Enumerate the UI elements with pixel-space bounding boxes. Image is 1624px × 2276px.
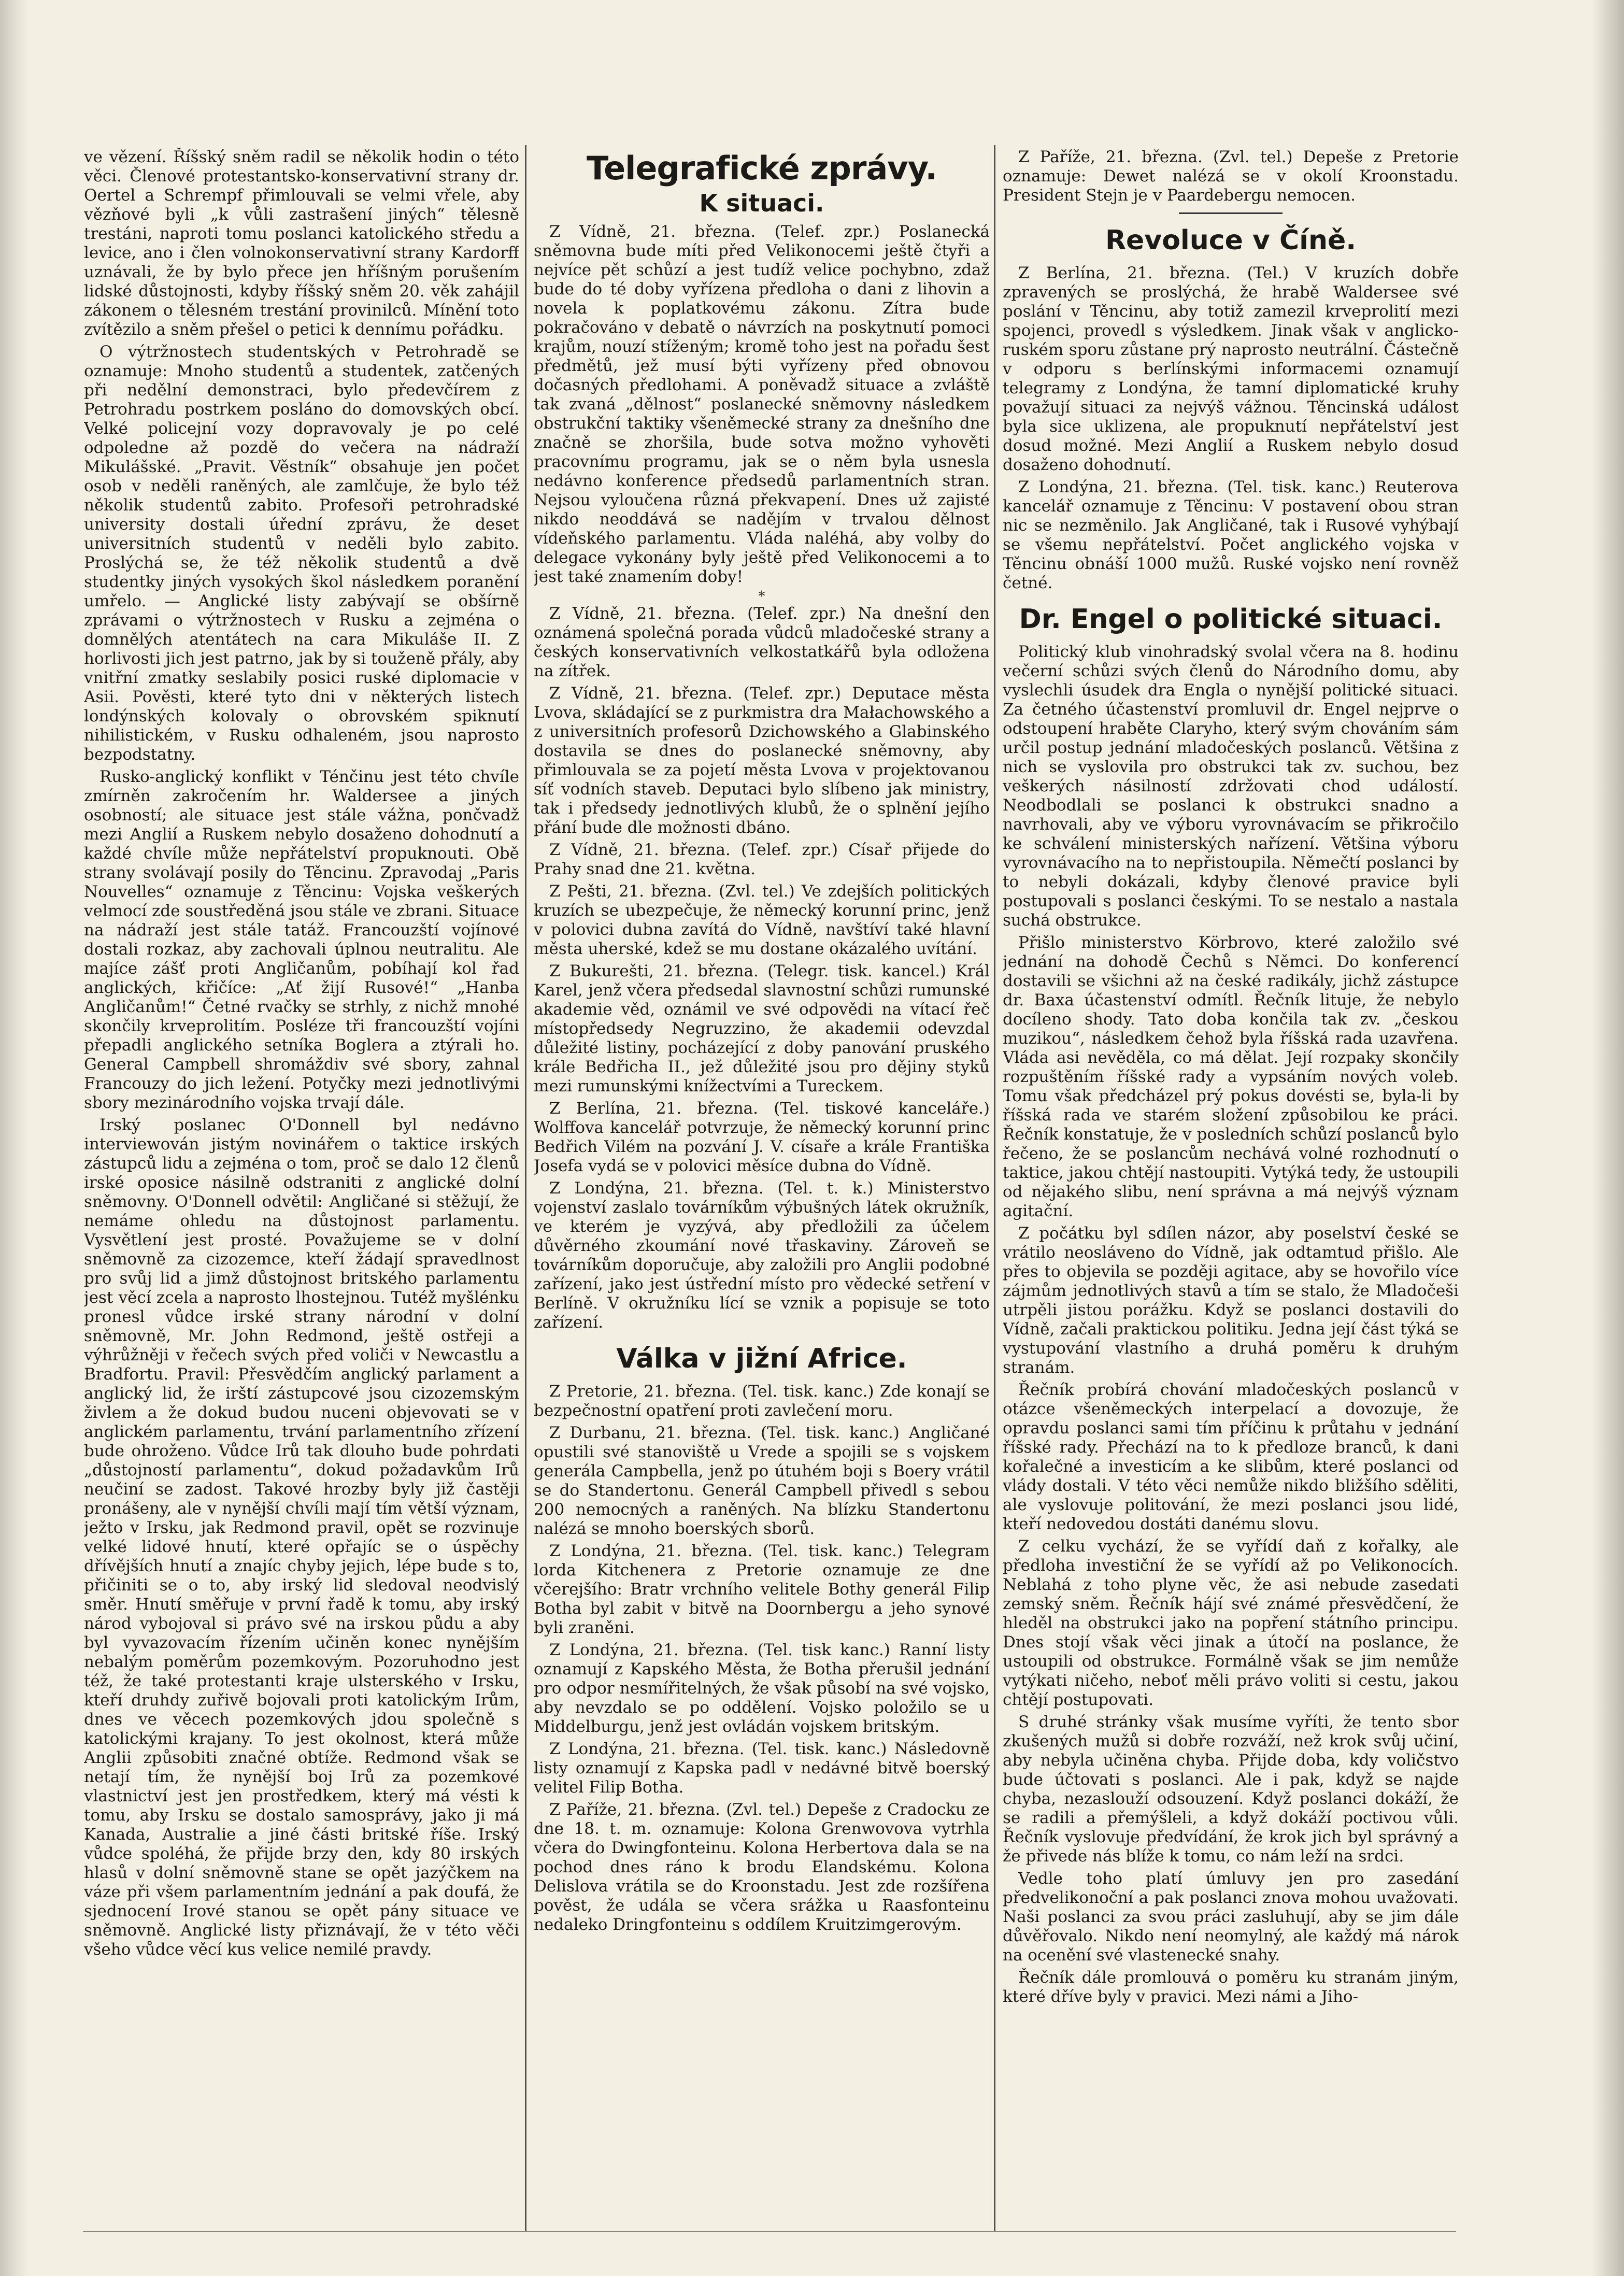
article-paragraph: Rusko-anglický konflikt v Ténčinu jest této chvíle zmírněn zakročením hr. Waldersee a jiných osobností; ale situace jest stále vážna, pončvadž mezi Anglií a Ruskem nebylo dosaženo dohodnutí a každé chvíle může nepřátelství propuknouti. Obě strany svolávají posily do Těncinu. Zpravodaj „Paris Nouvelles“ oznamuje z Těncinu: Vojska veškerých velmocí zde soustředěná jsou stále ve zbrani. Situace na nádraží jest stále tatáž. Francouzští vojínové dostali rozkaz, aby zachovali úplnou neutralitu. Ale majíce zášť proti Angličanům, pobíhají kol řad anglických, křičíce: „Ať žijí Rusové!“ „Hanba Angličanům!“ Četné rvačky se strhly, z nichž mnohé skončily krveprolitím. Posléze tři francouzští vojíni přepadli anglického setníka Boglera a ztýrali ho. General Campbell shromáždiv své sbory, zahnal Francouzy do jich ležení. Potyčky mezi jednotlivými sbory mezinárodního vojska trvají dále.: [84, 767, 519, 1112]
column-2: [534, 148, 990, 2231]
news-item: Z Vídně, 21. března. (Telef. zpr.) Poslanecká sněmovna bude míti před Velikonocemi ještě čtyři a nejvíce pět schůzí a jest tudíž velice pochybno, zdaž bude do té doby vyřízena předloha o dani z lihovin a novela k poplatkovému zákonu. Zítra bude pokračováno v debatě o návrzích na poskytnutí pomoci krajům, nouzí stíženým; kromě toho jest na pořadu šest předmětů, jež musí býti vyřízeny před obnovou dočasných předlohami. A poněvadž situace a zvláště tak zvaná „dělnost“ poslanecké sněmovny následkem obstrukční taktiky všeněmecké strany za dnešního dne značně se zhoršila, bude sotva možno vyhověti pracovnímu programu, jak se o něm byla usnesla nedávno konference předsedů parlamentních stran. Nejsou vyloučena různá překvapení. Dnes už zajisté nikdo neoddává se nadějím v trvalou dělnost vídeňského parlamentu. Vláda naléhá, aby volby do delegace vykonány byly ještě před Velikonocemi a to jest také znamením doby!: [534, 222, 990, 586]
article-paragraph: S druhé stránky však musíme vyříti, že tento sbor zkušených mužů si dobře rozváží, než krok svůj učiní, aby nebyla učiněna chyba. Přijde doba, kdy voličstvo bude účtovati s poslanci. Ale i pak, když se najde chyba, nezaslouží odsouzení. Když poslanci dokáží, že se radili a přemýšleli, a když dokáží poctivou vůli. Řečník vyslovuje předvídání, že krok jich byl správný a že přivede nás blíže k tomu, co nám leží na srdci.: [1003, 1713, 1459, 1866]
scan-border-left: [0, 0, 29, 2276]
article-paragraph: Z celku vychází, že se vyřídí daň z kořalky, ale předloha investiční že se vyřídí až po Velikonocích. Neblahá z toho plyne věc, že asi nebude zasedati zemský sněm. Řečník hájí své známé přesvědčení, že hleděl na obstrukci jako na popření státního principu. Dnes stojí však věci jinak a útočí na poslance, že ustoupili od obstrukce. Formálně však se jim nemůže vytýkati ničeho, neboť měli právo voliti si cestu, jakou chtějí postupovati.: [1003, 1537, 1459, 1709]
news-item: Z Londýna, 21. března. (Tel. t. k.) Ministerstvo vojenství zaslalo továrníkům výbušných látek okružník, ve kterém je vyzývá, aby předložili za účelem důvěrného zkoumání nové třaskaviny. Zároveň se továrníkům doporučuje, aby založili pro Anglii podobné zařízení, jako jest ústřední místo pro vědecké setření v Berlíně. V okružníku lící se vznik a popisuje se toto zařízení.: [534, 1179, 990, 1332]
separator-star: *: [758, 589, 765, 604]
column-1: [84, 148, 519, 2231]
short-rule: [1179, 212, 1283, 214]
news-item: Z Paříže, 21. března. (Zvl. tel.) Depeše z Pretorie oznamuje: Dewet nalézá se v okolí Kroonstadu. President Stejn je v Paardebergu nemocen.: [1003, 148, 1459, 205]
news-item: Z Londýna, 21. března. (Tel. tisk. kanc.) Telegram lorda Kitchenera z Pretorie oznamuje ze dne včerejšího: Bratr vrchního velitele Bothy generál Filip Botha byl zabit v bitvě na Doornbergu a jeho synové byli zraněni.: [534, 1542, 990, 1637]
article-paragraph: ve vězení. Říšský sněm radil se několik hodin o této věci. Členové protestantsko-konservativní strany dr. Oertel a Schrempf přimlouvali se velmi vřele, aby vězňové byli „k vůli zastrašení jiných“ tělesně trestáni, naproti tomu poslanci katolického středu a levice, ano i člen volnokonservativní strany Kardorff uznávali, že by bylo přece jen hříšným porušením lidské důstojnosti, kdyby říšský sněm 20. věk zahájil zákonem o tělesném trestání provinilců. Mínění toto zvítězilo a sněm přešel o petici k dennímu pořádku.: [84, 148, 519, 339]
column-divider-1: [525, 145, 526, 2231]
news-item: Z Londýna, 21. března. (Tel. tisk. kanc.) Následovně listy oznamují z Kapska padl v nedávné bitvě boerský velitel Filip Botha.: [534, 1740, 990, 1797]
news-item: Z Vídně, 21. března. (Telef. zpr.) Na dnešní den oznámená společná porada vůdců mladočeské strany a českých konservativních velkostatkářů byla odložena na zítřek.: [534, 604, 990, 680]
article-paragraph: Politický klub vinohradský svolal včera na 8. hodinu večerní schůzi svých členů do Národního domu, aby vyslechli úsudek dra Engla o nynější politické situaci. Za četného účastenství promluvil dr. Engel nejprve o odstoupení hraběte Claryho, který svým chováním sám určil postup jednání mladočeských poslanců. Většina z nich se vyslovila pro obstrukci tak zv. suchou, bez veškerých násilností zdržovati chod událostí. Neodbodlali se poslanci k obstrukci snadno a navrhovali, aby ve výboru vyrovnávacím se přikročilo ke schválení ministerských nařízení. Většina výboru vyrovnávacího na to nepřistoupila. Němečtí poslanci by to nebyli dokázali, kdyby členové pravice byli postupovali s poslanci českými. To se nestalo a nastala suchá obstrukce.: [1003, 643, 1459, 930]
article-paragraph: Přišlo ministerstvo Körbrovo, které založilo své jednání na dohodě Čechů s Němci. Do konferencí dostavili se všichni až na české radikály, jichž zástupce dr. Baxa účastenství odmítl. Řečník lituje, že nebylo docíleno shody. Tato doba končila tak zv. „českou muzikou“, následkem čehož byla říšská rada uzavřena. Vláda asi nevěděla, co má dělat. Její rozpaky skončily rozpuštěním říšské rady a vypsáním nových voleb. Tomu však předcházel prý pokus dovésti se, byla-li by říšská rada ve starém složení způsobilou ke práci. Řečník konstatuje, že v posledních schůzí poslanců bylo řečeno, že se poslancům nechává volné rozhodnutí o taktice, jakou chtějí nastoupiti. Vytýká tedy, že ustoupili od nějakého slibu, není správna a má nejvýš význam agitační.: [1003, 933, 1459, 1220]
news-item: Z Londýna, 21. března. (Tel. tisk. kanc.) Reuterova kancelář oznamuje z Těncinu: V postavení obou stran nic se nezměnilo. Jak Angličané, tak i Rusové vyhýbají se všemu nepřátelství. Počet anglického vojska v Těncinu obnáší 1000 mužů. Ruské vojsko není rovněž četné.: [1003, 478, 1459, 592]
news-item: Z Berlína, 21. března. (Tel.) V kruzích dobře zpravených se proslýchá, že hrabě Waldersee své poslání v Těncinu, aby totiž zamezil krveprolití mezi spojenci, provedl s výsledkem. Jinak však v anglicko-ruském sporu zůstane prý naprosto neutrální. Částečně v odporu s berlínskými informacemi oznamují telegramy z Londýna, že tamní diplomatické kruhy považují situaci za nejvýš vážnou. Těncinská událost byla sice uklizena, ale propuknutí nepřátelství jest dosud možné. Mezi Anglií a Ruskem nebylo dosud dosaženo dohodnutí.: [1003, 264, 1459, 474]
section-title-war-south-africa: Válka v jižní Africe.: [616, 1343, 907, 1374]
article-paragraph: Irský poslanec O'Donnell byl nedávno interviewován jistým novinářem o taktice irských zástupců lidu a zejména o tom, proč se dalo 12 členů irské oposice násilně odstraniti z anglické dolní sněmovny. O'Donnell odvětil: Angličané si stěžují, že nemáme ohledu na důstojnost parlamentu. Vysvětlení jest prosté. Považujeme se v dolní sněmovně za cizozemce, kteří žádají spravedlnost pro svůj lid a jimž důstojnost britského parlamentu jest věcí zcela a naprosto lhostejnou. Tutéž myšlénku pronesl vůdce irské strany národní v dolní sněmovně, Mr. John Redmond, ještě ostřeji a výhrůžněji v řečech svých před voliči v Newcastlu a Bradfortu. Pravil: Přesvědčím anglický parlament a anglický lid, že irští zástupcové jsou cizozemským živlem a že dokud budou nuceni objevovati se v anglickém parlamentu, trvání parlamentního zřízení bude ohroženo. Vůdce Irů tak dlouho bude pohrdati „důstojností parlamentu“, dokud požadavkům Irů neučiní se zadost. Takové hrozby byly již častěji pronášeny, ale v nynější chvíli mají tím větší význam, ježto v Irsku, jak Redmond pravil, opět se rozvinuje velké lidové hnutí, které opřajíc se o úspěchy dřívějších hnutí a znajíc chyby jejich, lépe bude s to, přičiniti se o to, aby irský lid sledoval neodvislý směr. Hnutí směřuje v první řadě k tomu, aby irský národ vybojoval si právo své na irskou půdu a aby byl vyvazovacím řízením učiněn konec nynějším nebalým poměrům pozemkovým. Pozoruhodno jest též, že také protestanti kraje ulsterského v Irsku, kteří druhdy zuřivě bojovali proti katolickým Irům, dnes ve věcech pozemkových jdou společně s katolickými krajany. To jest okolnost, která může Anglii způsobiti značné obtíže. Redmond však se netají tím, že nynější boj Irů za pozemkové vlastnictví jest jen prostředkem, který má vésti k tomu, aby Irsku se dostalo samosprávy, jako ji má Kanada, Australie a jiné části britské říše. Irský vůdce spoléhá, že přijde brzy den, kdy 80 irských hlasů v dolní sněmovně stane se opět jazýčkem na váze při všem parlamentním jednání a pak doufá, že sjednocení Irové stanou se opět pány situace ve sněmovně. Anglické listy přiznávají, že v této věči všeho vůdce věcí kus velice nemilé pravdy.: [84, 1116, 519, 1959]
news-item: Z Berlína, 21. března. (Tel. tiskové kanceláře.) Wolffova kancelář potvrzuje, že německý korunní princ Bedřich Vilém na pozvání J. V. císaře a krále Františka Josefa vydá se v polovici měsíce dubna do Vídně.: [534, 1099, 990, 1175]
article-paragraph: Vedle toho platí úmluvy jen pro zasedání předvelikonoční a pak poslanci znova mohou uvažovati. Naši poslanci za svou práci zasluhují, aby se jim dále důvěřovalo. Nikdo není neomylný, ale každý má nárok na ocenění své vlastenecké snahy.: [1003, 1869, 1459, 1965]
section-subtitle-situation: K situaci.: [699, 189, 824, 217]
news-item: Z Vídně, 21. března. (Telef. zpr.) Císař přijede do Prahy snad dne 21. května.: [534, 841, 990, 878]
news-item: Z Pretorie, 21. března. (Tel. tisk. kanc.) Zde konají se bezpečnostní opatření proti zavlečení moru.: [534, 1382, 990, 1420]
article-paragraph: Z počátku byl sdílen názor, aby poselství české se vrátilo neosláveno do Vídně, jak odtamtud přišlo. Ale přes to objevila se později agitace, aby se hovořilo více zájmům jednotlivých stavů a tím se stalo, že Mladočeši utrpěli jistou porážku. Když se poslanci dostavili do Vídně, začali praktickou politiku. Jedna její část týká se vystupování vlastního a druhá poměru k druhým stranám.: [1003, 1224, 1459, 1377]
news-item: Z Londýna, 21. března. (Tel. tisk kanc.) Ranní listy oznamují z Kapského Města, že Botha přerušil jednání pro odpor nesmířitelných, že však působí na své vojsko, aby nevzdalo se po oddělení. Vojsko položilo se u Middelburgu, jenž jest ovládán vojskem britským.: [534, 1641, 990, 1736]
article-paragraph: Řečník probírá chování mladočeských poslanců v otázce všeněmeckých interpelací a dovozuje, že opravdu poslanci sami tím příčinu k průtahu v jednání říšské rady. Přechází na to k předloze branců, k dani kořalečné a investicím a ke slibům, které poslanci od vlády dostali. V této věci nemůže nikdo bližšího sděliti, ale vyslovuje politování, že mezi poslanci jsou lidé, kteří nedovedou dostáti danému slovu.: [1003, 1381, 1459, 1533]
news-item: Z Vídně, 21. března. (Telef. zpr.) Deputace města Lvova, skládající se z purkmistra dra Małachowského a z universitních profesorů Dzichowského a Glabinského dostavila se dnes do poslanecké sněmovny, aby přimlouvala se za pojetí města Lvova v projektovanou síť vodních staveb. Deputaci bylo slíbeno jak ministry, tak i předsedy jednotlivých klubů, že o splnění jejího přání bude dle možnosti dbáno.: [534, 684, 990, 837]
section-title-dr-engel: Dr. Engel o politické situaci.: [1019, 604, 1443, 635]
section-title-telegraphic-news: Telegrafické zprávy.: [587, 149, 937, 187]
news-item: Z Durbanu, 21. března. (Tel. tisk. kanc.) Angličané opustili své stanoviště u Vrede a spojili se s vojskem generála Campbella, jenž po útuhém boji s Boery vrátil se do Standertonu. Generál Campbell přivedl s sebou 200 nemocných a raněných. Na blízku Standertonu nalézá se mnoho boerských sborů.: [534, 1424, 990, 1538]
column-3: [1003, 148, 1459, 2231]
article-paragraph: Řečník dále promlouvá o poměru ku stranám jiným, které dříve byly v pravici. Mezi námi a Jiho-: [1003, 1968, 1459, 2006]
scan-border-right: [1592, 0, 1624, 2276]
news-item: Z Pešti, 21. března. (Zvl. tel.) Ve zdejších politických kruzích se ubezpečuje, že německý korunní princ, jenž v polovici dubna zavítá do Vídně, navštíví také hlavní města uherské, kdež se mu dostane okázalého uvítání.: [534, 882, 990, 958]
column-divider-2: [994, 145, 995, 2231]
news-item: Z Bukurešti, 21. března. (Telegr. tisk. kancel.) Král Karel, jenž včera předsedal slavnostní schůzi rumunské akademie věd, oznámil ve své odpovědi na vítací řeč místopředsedy Negruzzino, že akademii odevzdal důležité listiny, pocházející z doby panování pruského krále Bedřicha II., jež důležité jsou pro dějiny styků mezi rumunskými knížectvími a Tureckem.: [534, 962, 990, 1096]
news-item: Z Paříže, 21. března. (Zvl. tel.) Depeše z Cradocku ze dne 18. t. m. oznamuje: Kolona Grenwovova vytrhla včera do Dwingfonteinu. Kolona Herbertova dala se na pochod dnes ráno k brodu Elandskému. Kolona Delislova vrátila se do Kroonstadu. Jest zde rozšířena pověst, že udála se včera srážka u Raasfonteinu nedaleko Dringfonteinu s oddílem Kruitzimgerovým.: [534, 1800, 990, 1934]
article-paragraph: O výtržnostech studentských v Petrohradě se oznamuje: Mnoho studentů a studentek, zatčených při nedělní demonstraci, bylo předevčírem z Petrohradu postrkem posláno do domovských obcí. Velké policejní vozy dopravovaly je po celé odpoledne až pozdě do večera na nádraží Mikulášské. „Pravit. Věstník“ obsahuje jen počet osob v neděli raněných, ale zamlčuje, že bylo též několik studentů zabito. Profesoři petrohradské university dostali úřední zprávu, že deset universitních studentů v neděli bylo zabito. Proslýchá se, že též několik studentů a dvě studentky jiných vysokých škol následkem poranění umřelo. — Anglické listy zabývají se obšírně zprávami o výtržnostech v Rusku a zejména o domnělých atentátech na cara Mikuláše II. Z horlivosti jich jest patrno, jak by si touženě přály, aby vnitřní zmatky seslabily posici ruské diplomacie v Asii. Pověsti, které tyto dni v některých listech londýnských kolovaly o obrovském spiknutí nihilistickém, v Rusku odhaleném, jsou naprosto bezpodstatny.: [84, 343, 519, 764]
section-title-revolution-china: Revoluce v Číně.: [1105, 225, 1356, 256]
page-bottom-edge: [83, 2231, 1456, 2232]
